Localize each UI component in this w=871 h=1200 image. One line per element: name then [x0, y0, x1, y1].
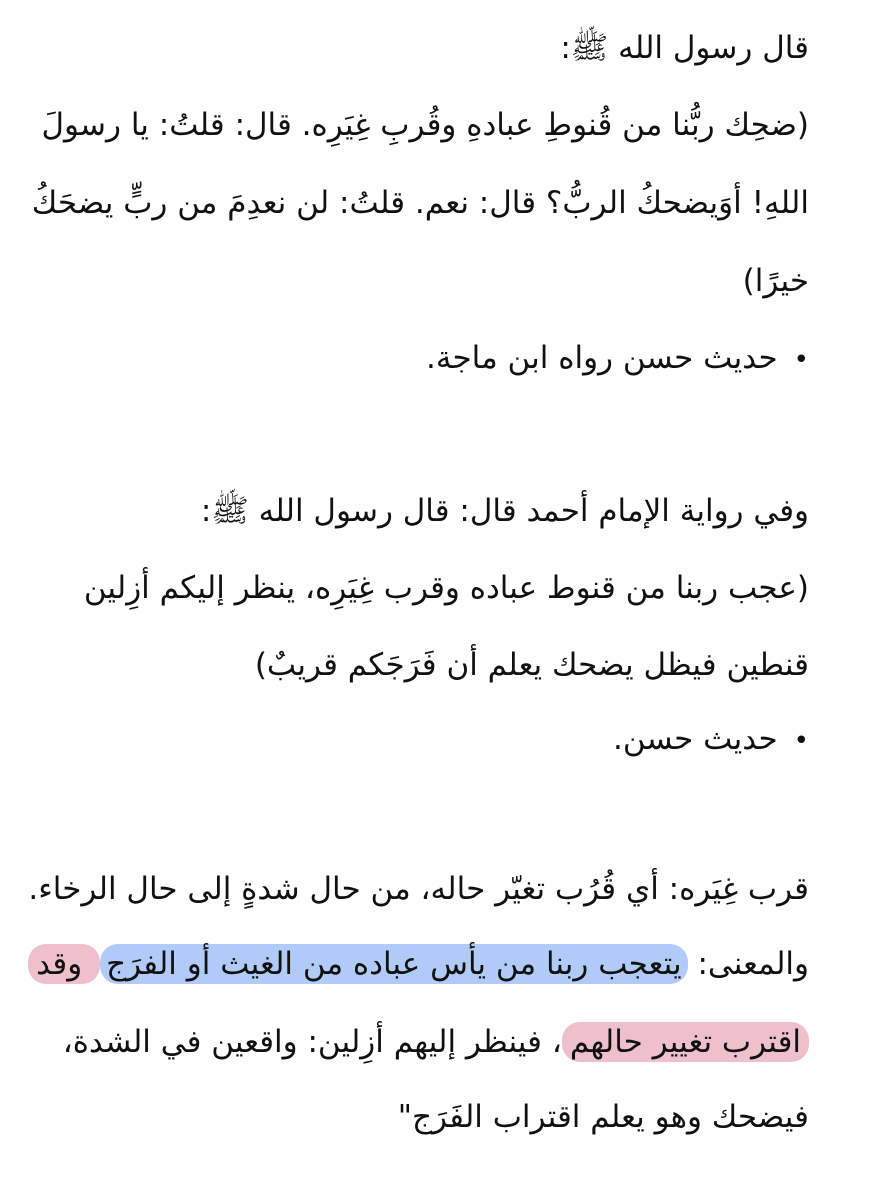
hadith-source-1-text: حديث حسن رواه ابن ماجة. — [426, 340, 778, 376]
hadith-text-1-line-3: خيرًا) — [742, 263, 809, 299]
explanation-line-4: فيضحك وهو يعلم اقتراب الفَرَج" — [397, 1099, 809, 1135]
hadith-intro-1: قال رسول الله ﷺ: — [560, 30, 809, 66]
explanation-line-2 — [36, 942, 809, 986]
hadith-text-2-line-2: قنطين فيظل يضحك يعلم أن فَرَجَكم قريبٌ) — [254, 647, 809, 683]
highlight-blue: يتعجب ربنا من يأس عباده من الغيث أو الفرَج — [100, 944, 688, 984]
hadith-text-1-line-2: اللهِ! أوَيضحكُ الربُّ؟ قال: نعم. قلتُ: لن نعدِمَ من ربٍّ يضحَكُ — [31, 185, 809, 221]
highlight-pink-start: وقد — [28, 944, 100, 984]
hadith-source-2 — [49, 717, 809, 763]
explanation-line-3 — [49, 1020, 809, 1064]
explanation-line-3-rest: ، فينظر إليهم أزِلين: واقعين في الشدة، — [62, 1024, 562, 1060]
explanation-prefix: والمعنى: — [687, 946, 809, 982]
hadith-text-2-line-1: (عجب ربنا من قنوط عباده وقرب غِيَرِه، ينظر إليكم أزِلين — [83, 570, 809, 606]
highlight-pink-end: اقترب تغيير حالهم — [562, 1022, 809, 1062]
bullet-icon: • — [793, 726, 809, 756]
hadith-source-1 — [49, 336, 809, 382]
bullet-icon: • — [793, 345, 809, 375]
explanation-line-1: قرب غِيَره: أي قُرُب تغيّر حاله، من حال شدةٍ إلى حال الرخاء. — [28, 871, 809, 907]
hadith-source-2-text: حديث حسن. — [613, 721, 778, 757]
hadith-intro-2: وفي رواية الإمام أحمد قال: قال رسول الله ﷺ: — [200, 493, 809, 529]
hadith-text-1-line-1: (ضحِك ربُّنا من قُنوطِ عبادهِ وقُربِ غِيَرِه. قال: قلتُ: يا رسولَ — [41, 107, 809, 143]
